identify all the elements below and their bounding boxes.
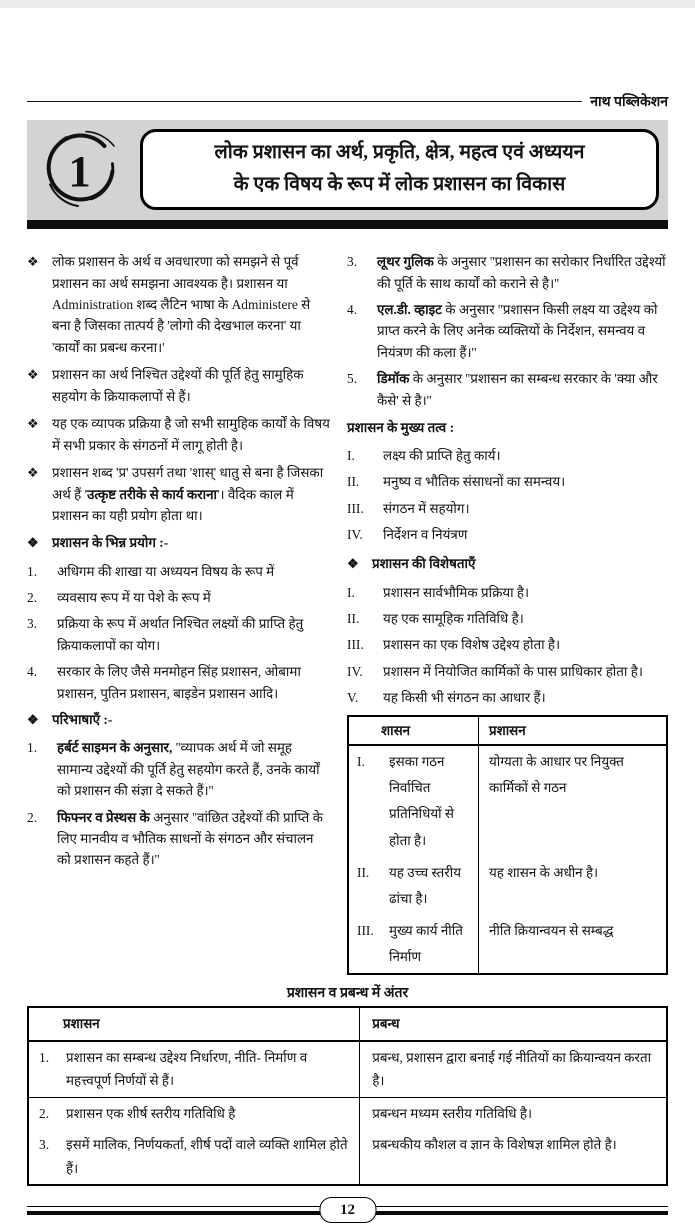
table-header-cell: प्रशासन xyxy=(29,1008,360,1039)
list-item xyxy=(347,608,668,629)
item-number: II. xyxy=(347,474,360,490)
table-cell: प्रबन्ध, प्रशासन द्वारा बनाई गई नीतियों का क्रियान्वयन करता है। xyxy=(372,1049,652,1089)
item-number: 2. xyxy=(27,809,38,825)
item-text: सरकार के लिए जैसे मनमोहन सिंह प्रशासन, ओबामा प्रशासन, पुतिन प्रशासन, बाइडेन प्रशासन आदि। xyxy=(57,664,301,701)
list-item xyxy=(27,561,330,582)
definition-quote: के अनुसार ''प्रशासन का सम्बन्ध सरकार के 'क्या और कैसे' से है।'' xyxy=(377,371,658,408)
item-text: लक्ष्य की प्राप्ति हेतु कार्य। xyxy=(383,447,501,463)
screen-top-strip xyxy=(0,0,695,8)
item-number: III. xyxy=(347,500,364,516)
diamond-bullet-icon: ❖ xyxy=(27,712,39,728)
item-number: II. xyxy=(347,610,360,626)
item-text: मनुष्य व भौतिक संसाधनों का समन्वय। xyxy=(383,474,566,490)
definition-text xyxy=(377,251,668,294)
list-item xyxy=(347,582,668,603)
publisher-header xyxy=(27,92,668,111)
definition-item xyxy=(27,807,330,871)
section-heading-text: प्रशासन के मुख्य तत्व : xyxy=(347,420,455,436)
definition-author: हर्बर्ट साइमन के अनुसार, xyxy=(57,740,173,756)
definition-quote: ''व्यापक अर्थ में जो समूह सामान्य उद्देश्यों की पूर्ति हेतु सहयोग करते हैं, उनके कार्यों को प्रशासन की संज्ञा दे सकते हैं।'' xyxy=(57,740,320,799)
item-number: 3. xyxy=(27,616,38,632)
diamond-bullet-icon: ❖ xyxy=(27,367,39,383)
page-number-badge: 12 xyxy=(319,1197,376,1223)
diamond-bullet-icon: ❖ xyxy=(347,556,359,572)
administration-vs-management-table xyxy=(27,1006,668,1186)
definition-item xyxy=(347,368,668,411)
table-cell: इसमें मालिक, निर्णयकर्ता, शीर्ष पदों वाले व्यक्ति शामिल होते हैं। xyxy=(66,1137,348,1176)
table-cell: नीति क्रियान्वयन से सम्बद्ध xyxy=(488,922,614,938)
definition-quote: के अनुसार ''प्रशासन किसी लक्ष्य या उद्देश्य को प्राप्त करने के लिए अनेक व्यक्तियों के निर्देशन, समन्वय व नियंत्रण की कला हैं।'' xyxy=(377,302,658,360)
item-text: अधिगम की शाखा या अध्ययन विषय के रूप में xyxy=(57,563,275,579)
diamond-bullet-icon: ❖ xyxy=(27,254,39,270)
section-heading-text: प्रशासन की विशेषताएँ xyxy=(372,556,476,572)
definition-author: फिफ्नर व प्रेस्थस के xyxy=(57,809,150,825)
definition-author: एल.डी. व्हाइट xyxy=(377,302,442,318)
item-number: I. xyxy=(347,447,355,463)
section-heading-definitions xyxy=(27,709,330,731)
bullet-text-pre: लोक प्रशासन के अर्थ व अवधारणा को समझने से पूर्व प्रशासन का अर्थ समझना आवश्यक है। प्रशासन या Administration शब्द लैटिन भाषा के Administere से बना है जिसका तात्पर्य है 'लोगो की देखभाल करना' या 'कार्यों का प्रबन्ध करना।' xyxy=(52,254,311,355)
definition-author: लूथर गुलिक xyxy=(377,254,434,270)
definition-item xyxy=(347,251,668,294)
section-heading-uses xyxy=(27,532,330,554)
row-number: 3. xyxy=(39,1137,50,1153)
item-text: यह एक सामूहिक गतिविधि है। xyxy=(383,610,524,626)
row-number: I. xyxy=(357,754,365,770)
table-cell: प्रबन्धकीय कौशल व ज्ञान के विशेषज्ञ शामिल होते है। xyxy=(372,1137,617,1153)
row-number: III. xyxy=(357,922,374,938)
item-number: IV. xyxy=(347,663,363,679)
section-heading-text: परिभाषाएँ :- xyxy=(52,712,113,728)
definition-item xyxy=(347,299,668,363)
item-number: 2. xyxy=(27,589,38,605)
table-cell: प्रशासन एक शीर्ष स्तरीय गतिविधि है xyxy=(66,1105,236,1121)
list-item xyxy=(347,634,668,655)
table-header-row xyxy=(29,1008,666,1041)
list-item xyxy=(347,661,668,682)
table-header-row xyxy=(349,717,666,746)
item-number: IV. xyxy=(347,526,363,542)
bullet-point xyxy=(27,462,330,526)
table-header-cell: प्रबन्ध xyxy=(372,1016,400,1032)
bullet-text-bold: उत्कृष्ट तरीके से कार्य कराना xyxy=(87,486,218,502)
table-cell: मुख्य कार्य नीति निर्माण xyxy=(389,922,463,965)
list-item xyxy=(347,445,668,466)
bullet-point xyxy=(27,251,330,358)
definition-text xyxy=(57,807,330,871)
table-row xyxy=(29,1129,666,1184)
item-text: प्रक्रिया के रूप में अर्थात निश्चित लक्ष्यों की प्राप्ति हेतु क्रियाकलापों का योग। xyxy=(57,616,304,653)
table-cell: यह शासन के अधीन है। xyxy=(488,864,599,880)
definition-author: डिमॉक xyxy=(377,371,410,387)
definition-text xyxy=(377,368,668,411)
content-columns xyxy=(27,251,668,975)
list-item xyxy=(347,687,668,708)
comparison-table-title: प्रशासन व प्रबन्ध में अंतर xyxy=(286,986,409,1002)
page-footer xyxy=(27,1194,668,1230)
item-text: निर्देशन व नियंत्रण xyxy=(383,526,468,542)
item-number: III. xyxy=(347,637,364,653)
list-item xyxy=(27,661,330,704)
definition-quote: अनुसार ''वांछित उद्देश्यों की प्राप्ति के लिए मानवीय व भौतिक साधनों के संगठन और संचालन को प्रशासन कहते हैं।'' xyxy=(57,809,323,868)
row-number: 1. xyxy=(39,1049,50,1065)
table-row xyxy=(349,915,666,973)
item-text: यह किसी भी संगठन का आधार हैं। xyxy=(383,690,546,706)
table-row xyxy=(349,746,666,857)
chapter-title-line2: के एक विषय के रूप में लोक प्रशासन का विकास xyxy=(233,173,566,195)
row-number: 2. xyxy=(39,1105,50,1121)
chapter-title-box xyxy=(140,129,659,210)
bullet-point xyxy=(27,364,330,407)
right-column xyxy=(347,251,668,975)
chapter-number: 1 xyxy=(68,145,91,196)
item-text: प्रशासन में नियोजित कार्मिकों के पास प्राधिकार होता है। xyxy=(383,663,643,679)
list-item xyxy=(347,524,668,545)
publisher-name: नाथ पब्लिकेशन xyxy=(590,95,668,110)
item-number: 3. xyxy=(347,254,358,270)
item-number: 1. xyxy=(27,563,38,579)
bullet-text xyxy=(52,413,330,456)
diamond-bullet-icon: ❖ xyxy=(27,535,39,551)
table-cell: प्रशासन का सम्बन्ध उद्देश्य निर्धारण, नीति- निर्माण व महत्त्वपूर्ण निर्णयों से हैं। xyxy=(66,1049,308,1089)
item-text: प्रशासन सार्वभौमिक प्रक्रिया है। xyxy=(383,584,530,600)
bullet-text-post: '। वैदिक काल में प्रशासन का यही प्रयोग होता था। xyxy=(52,486,294,523)
item-number: 4. xyxy=(27,664,38,680)
bullet-text xyxy=(52,462,330,526)
item-text: प्रशासन का एक विशेष उद्देश्य होता है। xyxy=(383,637,561,653)
left-column xyxy=(27,251,330,975)
table-row xyxy=(29,1042,666,1098)
item-text: व्यवसाय रूप में या पेशे के रूप में xyxy=(57,589,211,605)
chapter-title-line1: लोक प्रशासन का अर्थ, प्रकृति, क्षेत्र, महत्व एवं अध्ययन xyxy=(214,142,585,163)
table-header-cell: शासन xyxy=(349,717,479,744)
item-text: संगठन में सहयोग। xyxy=(383,500,470,516)
book-page xyxy=(0,92,695,1230)
list-item xyxy=(27,587,330,608)
chapter-number-badge xyxy=(38,130,126,210)
item-number: I. xyxy=(347,584,355,600)
bullet-text-pre: प्रशासन का अर्थ निश्चित उद्देश्यों की पूर्ति हेतु सामुहिक सहयोग के क्रियाकलापों से हैं। xyxy=(52,367,304,404)
item-number: 1. xyxy=(27,740,38,756)
diamond-bullet-icon: ❖ xyxy=(27,465,39,481)
bullet-text xyxy=(52,251,330,358)
section-heading-features xyxy=(347,553,668,575)
table-header-cell: प्रशासन xyxy=(488,722,526,738)
item-number: 5. xyxy=(347,371,358,387)
table-cell: यह उच्च स्तरीय ढांचा है। xyxy=(389,864,462,906)
definition-text xyxy=(57,737,330,801)
section-heading-elements xyxy=(347,417,668,438)
item-number: 4. xyxy=(347,302,358,318)
diamond-bullet-icon: ❖ xyxy=(27,416,39,432)
table-row xyxy=(29,1098,666,1129)
section-heading-text: प्रशासन के भिन्न प्रयोग :- xyxy=(52,535,169,551)
bullet-point xyxy=(27,413,330,456)
bullet-text-pre: प्रशासन शब्द 'प्र' उपसर्ग तथा 'शास्' धातु से बना है जिसका अर्थ हैं ' xyxy=(52,465,324,502)
table-row xyxy=(349,857,666,915)
definition-item xyxy=(27,737,330,801)
row-number: II. xyxy=(357,864,370,880)
banner-underline-bar xyxy=(27,220,668,229)
table-cell: इसका गठन निर्वाचित प्रतिनिधियों से होता है। xyxy=(389,754,454,848)
header-rule xyxy=(27,101,582,102)
bullet-text-pre: यह एक व्यापक प्रक्रिया है जो सभी सामुहिक कार्यों के विषय में सभी प्रकार के संगठनों में लागू होती है। xyxy=(52,416,330,453)
definition-text xyxy=(377,299,668,363)
item-number: V. xyxy=(347,690,359,706)
table-cell: योग्यता के आधार पर नियुक्त कार्मिकों से गठन xyxy=(488,754,624,796)
table-body xyxy=(349,746,666,973)
chapter-swirl-icon xyxy=(38,130,126,210)
table-cell: प्रबन्धन मध्यम स्तरीय गतिविधि है। xyxy=(372,1105,533,1121)
governance-vs-administration-table xyxy=(347,715,668,976)
chapter-banner xyxy=(27,120,668,220)
list-item xyxy=(347,498,668,519)
bullet-text xyxy=(52,364,330,407)
definition-quote: के अनुसार ''प्रशासन का सरोकार निर्धारित उद्देश्यों की पूर्ति के साथ कार्यों को कराने से है।'' xyxy=(377,254,666,291)
list-item xyxy=(347,471,668,492)
list-item xyxy=(27,613,330,656)
